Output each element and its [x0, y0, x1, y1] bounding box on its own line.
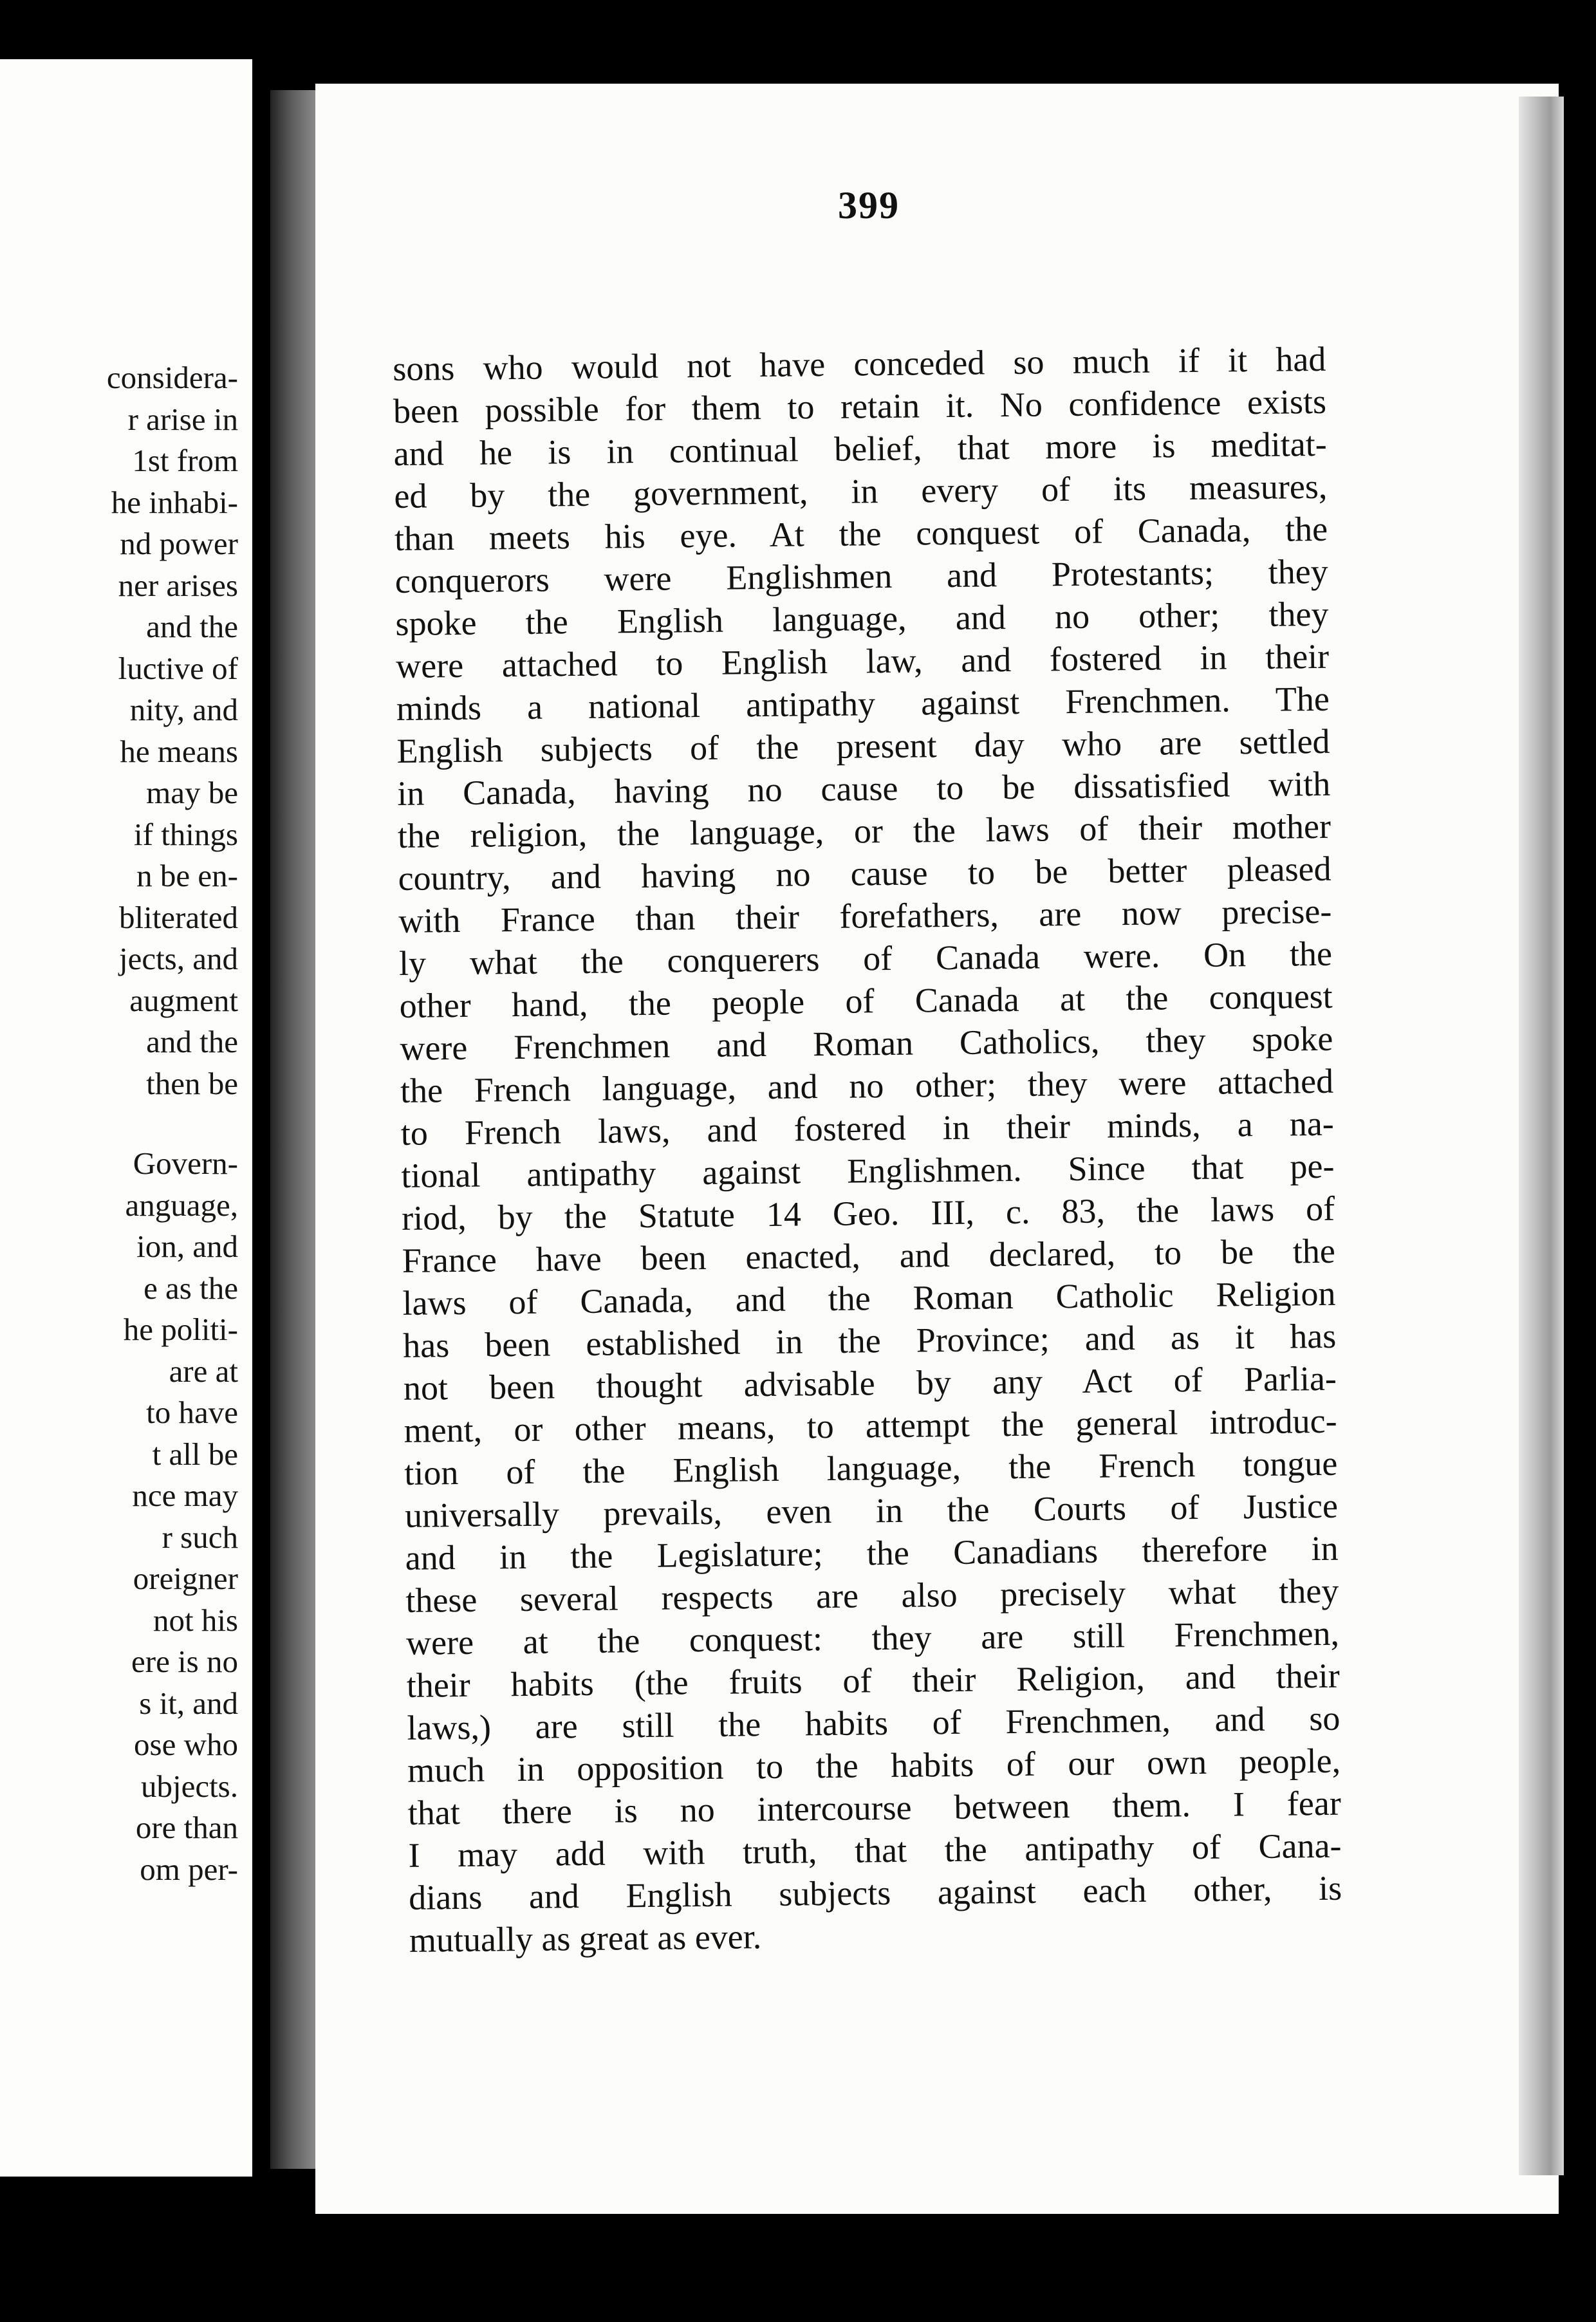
left-page-line: ner arises [118, 567, 238, 603]
text-line: were Frenchmen and Roman Catholics, they spoke [400, 1019, 1333, 1068]
left-page-line: ubjects. [140, 1768, 238, 1804]
text-line: tion of the English language, the French tongue [404, 1444, 1338, 1492]
left-page-line: ere is no [131, 1644, 238, 1679]
left-page-line: oreigner [133, 1561, 238, 1596]
text-line: than meets his eye. At the conquest of Canada, the [394, 509, 1328, 558]
left-page-line: nity, and [129, 692, 238, 727]
text-line: France have been enacted, and declared, to be the [402, 1231, 1336, 1280]
text-line: has been established in the Province; and as it has [402, 1316, 1337, 1365]
left-page-line: he means [120, 733, 238, 769]
page-number: 399 [838, 184, 900, 227]
page-edge-stack [1519, 97, 1564, 2175]
text-line: to French laws, and fostered in their minds, a na- [400, 1104, 1335, 1153]
left-page-line: om per- [140, 1851, 238, 1887]
left-page-line: bliterated [118, 899, 238, 935]
text-line: universally prevails, even in the Courts of Justice [404, 1486, 1339, 1535]
left-page-line: may be [146, 775, 238, 810]
left-page-line: ore than [135, 1810, 238, 1845]
left-page-line: n be en- [136, 858, 238, 893]
text-line: not been thought advisable by any Act of Parlia- [403, 1359, 1337, 1407]
body-text [393, 338, 1342, 1962]
text-line: mutually as great as ever. [409, 1917, 762, 1960]
text-line: were attached to English law, and fostered in their [395, 636, 1330, 685]
text-line: been possible for them to retain it. No confidence exists [393, 382, 1327, 431]
text-line: ed by the government, in every of its measures, [394, 467, 1328, 515]
text-line: much in opposition to the habits of our own people, [407, 1741, 1341, 1790]
text-line: minds a national antipathy against Frenchmen. The [396, 679, 1330, 728]
text-line: with France than their forefathers, are now precise- [398, 891, 1332, 940]
text-line: I may add with truth, that the antipathy of Cana- [408, 1826, 1342, 1875]
text-line: laws of Canada, and the Roman Catholic Religion [402, 1274, 1336, 1323]
left-page-line: he inhabi- [111, 484, 238, 520]
text-line: their habits (the fruits of their Religion, and their [406, 1656, 1341, 1705]
left-page-line: and the [146, 609, 238, 644]
text-line: in Canada, having no cause to be dissatisfied with [396, 764, 1331, 813]
left-page-line: t all be [152, 1436, 238, 1472]
left-page-line: he politi- [123, 1312, 238, 1347]
left-page-line: are at [169, 1353, 238, 1389]
gutter-fold [270, 90, 315, 2169]
left-page-line: not his [153, 1602, 238, 1638]
left-page-line: if things [134, 816, 238, 852]
left-page-line: Govern- [133, 1146, 238, 1181]
text-line: tional antipathy against Englishmen. Since that pe- [401, 1146, 1335, 1195]
left-page-line: ose who [134, 1727, 238, 1762]
text-line: dians and English subjects against each other, is [408, 1868, 1342, 1917]
text-line: were at the conquest: they are still Frenchmen, [405, 1613, 1340, 1662]
left-page-line: r such [162, 1519, 238, 1555]
left-page-line: augment [129, 982, 238, 1018]
text-line: ment, or other means, to attempt the general introduc- [404, 1401, 1337, 1450]
left-page-line: considera- [106, 360, 238, 395]
text-line: the religion, the language, or the laws of their mother [397, 806, 1332, 855]
left-page-line: nce may [132, 1478, 238, 1513]
left-page-line: to have [146, 1395, 238, 1430]
text-line: these several respects are also precisely what they [405, 1571, 1339, 1620]
left-page-line: nd power [120, 526, 238, 561]
text-line: laws,) are still the habits of Frenchmen, and so [407, 1698, 1341, 1747]
left-page-line: then be [146, 1065, 238, 1101]
text-line: English subjects of the present day who are settled [396, 721, 1330, 770]
text-line: other hand, the people of Canada at the conquest [399, 976, 1333, 1025]
text-line: country, and having no cause to be better pleased [398, 849, 1332, 898]
text-line: that there is no intercourse between them. I fear [407, 1783, 1342, 1832]
left-page-line: luctive of [118, 650, 238, 686]
left-page-line: and the [146, 1024, 238, 1059]
text-line: the French language, and no other; they were attached [400, 1061, 1334, 1110]
text-line: sons who would not have conceded so much if it had [393, 339, 1326, 388]
left-page-line: 1st from [132, 443, 238, 478]
text-line: riod, by the Statute 14 Geo. III, c. 83, the laws of [401, 1189, 1335, 1238]
left-page-line: ion, and [136, 1229, 238, 1264]
text-line: conquerors were Englishmen and Protestants; they [394, 552, 1329, 600]
text-line: and he is in continual belief, that more is meditat- [393, 424, 1327, 473]
text-line: and in the Legislature; the Canadians therefore in [405, 1528, 1339, 1577]
left-page-line: jects, and [118, 941, 238, 976]
left-page-line: e as the [144, 1270, 238, 1306]
text-line: spoke the English language, and no other; they [395, 594, 1329, 643]
left-page-line: r arise in [127, 401, 238, 437]
left-page-line: anguage, [125, 1187, 238, 1223]
left-page-line: s it, and [139, 1685, 238, 1721]
left-facing-page [0, 59, 252, 2177]
text-line: ly what the conquerers of Canada were. On the [398, 934, 1333, 983]
